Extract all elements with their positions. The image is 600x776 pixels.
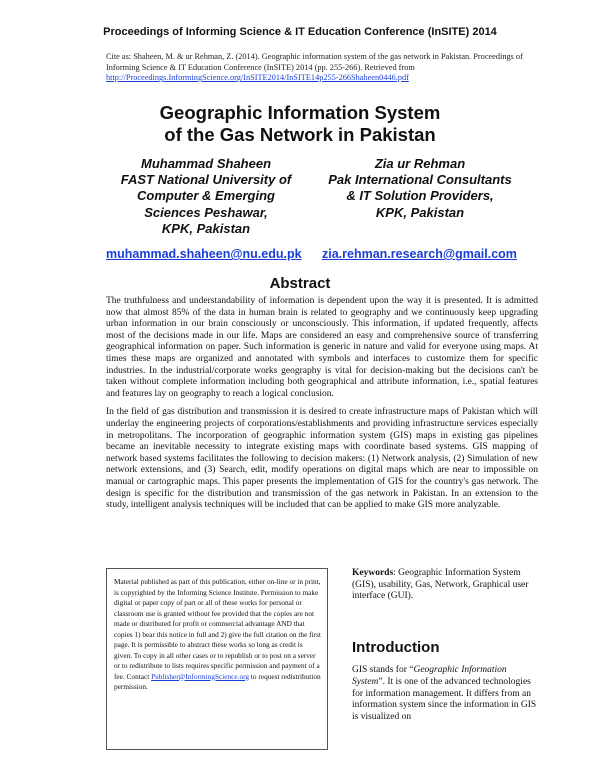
author-2-affiliation-line: & IT Solution Providers, [346,188,494,204]
copyright-text-end: to request redistribution permission. [114,671,321,691]
author-1 [104,156,308,237]
author-1-affiliation-line: Computer & Emerging [137,188,275,204]
author-2-email-link[interactable]: zia.rehman.research@gmail.com [322,247,517,261]
author-2-name: Zia ur Rehman [374,156,466,171]
citation-text: Cite as: Shaheen, M. & ur Rehman, Z. (2014). Geographic information system of the gas network in Pakistan. Proceedings of Informing Science & IT Education Conference (InSITE) 2014 (pp. 255-266). Retrieved from [106,52,523,72]
publisher-email-link[interactable]: Publisher@InformingScience.org [151,671,250,681]
author-1-affiliation-line: KPK, Pakistan [161,220,251,236]
intro-term: Geographic Information System [352,665,507,687]
abstract-heading: Abstract [269,275,331,292]
keywords-label: Keywords [352,568,394,578]
paper-title [0,102,600,146]
abstract-paragraph-2: In the field of gas distribution and transmission it is desired to create infrastructure maps of Pakistan which will underlay the engineering projects of corporations/establishments and providing infrastructure services especially in metropolitans. The incorporation of geographic information system (GIS) maps in existing gas pipelines became an inevitable necessity to integrate existing maps with coordinate based systems. GIS mapping of network based systems facilitates the following to decision makers: (1) Network analysis, (2) Simulation of new network extensions, and (3) Search, edit, modify operations on digital maps which are near to impossible on manual or cartographic maps. This paper presents the implementation of GIS for the country's gas network. The design is specific for the distribution and transmission of the gas network in Pakistan. In an extension to the study, intelligent analysis techniques will be included that can be applied to make GIS more analyzable. [106,407,538,511]
copyright-text: Material published as part of this publication, either on-line or in print, is copyrighted by the Informing Science Institute. Permission to make digital or paper copy of part or all of these works for personal or classroom use is granted without fee provided that the copies are not made or distributed for profit or commercial advantage AND that copies 1) bear this notice in full and 2) give the full citation on the first page. It is permissible to abstract these works so long as credit is given. To copy in all other cases or to republish or to post on a server or to redistribute to lists requires specific permission and payment of a fee. Contact [114,577,321,681]
abstract-paragraph-1: The truthfulness and understandability of information is dependent upon the way it is presented. It is admitted now that almost 85% of the data in human brain is related to geography and we continuously keep upgrading urban information in our brain consciously or unconsciously. This information, if updated frequently, affects most of the decisions made in our life. Maps are considered an easy and comprehensive source of transferring geographical information on paper. Such information is generic in nature and valid for everyone using maps. At times these maps are organized and annotated with symbols and interfaces to customize them for specific industries. In the industrial/corporate works geography is vital for decision-making but the decisions can't be taken without complete information including both geographical and attribute information, i.e., spatial features and features lay on geography to reach a logical conclusion. [106,296,538,399]
title-line-2: of the Gas Network in Pakistan [164,124,436,145]
author-1-affiliation-line: FAST National University of [120,172,292,188]
keywords-block [352,568,540,603]
author-1-email-link[interactable]: muhammad.shaheen@nu.edu.pk [106,247,302,261]
proceedings-header: Proceedings of Informing Science & IT Education Conference (InSITE) 2014 [103,26,497,38]
title-line-1: Geographic Information System [159,102,441,123]
citation-url-link[interactable]: http://Proceedings.InformingScience.org/InSITE2014/InSITE14p255-266Shaheen0446.pdf [106,73,409,83]
keywords-text: : Geographic Information System (GIS), usability, Gas, Network, Graphical user interface (GUI). [352,568,529,602]
intro-text-after: ”. It is one of the advanced technologies for information management. It differs from an information system since the information in GIS is visualized on [352,676,537,723]
copyright-notice-box [106,568,328,750]
introduction-heading: Introduction [352,639,440,656]
author-1-affiliation-line: Sciences Peshawar, [144,204,268,220]
author-2-affiliation-line: Pak International Consultants [328,172,512,188]
introduction-body [352,665,540,724]
author-2 [300,156,540,221]
abstract-body [106,296,538,519]
citation-block [106,52,540,84]
author-1-name: Muhammad Shaheen [140,156,272,171]
author-2-affiliation-line: KPK, Pakistan [375,204,465,220]
intro-text-before: GIS stands for “ [352,665,414,675]
